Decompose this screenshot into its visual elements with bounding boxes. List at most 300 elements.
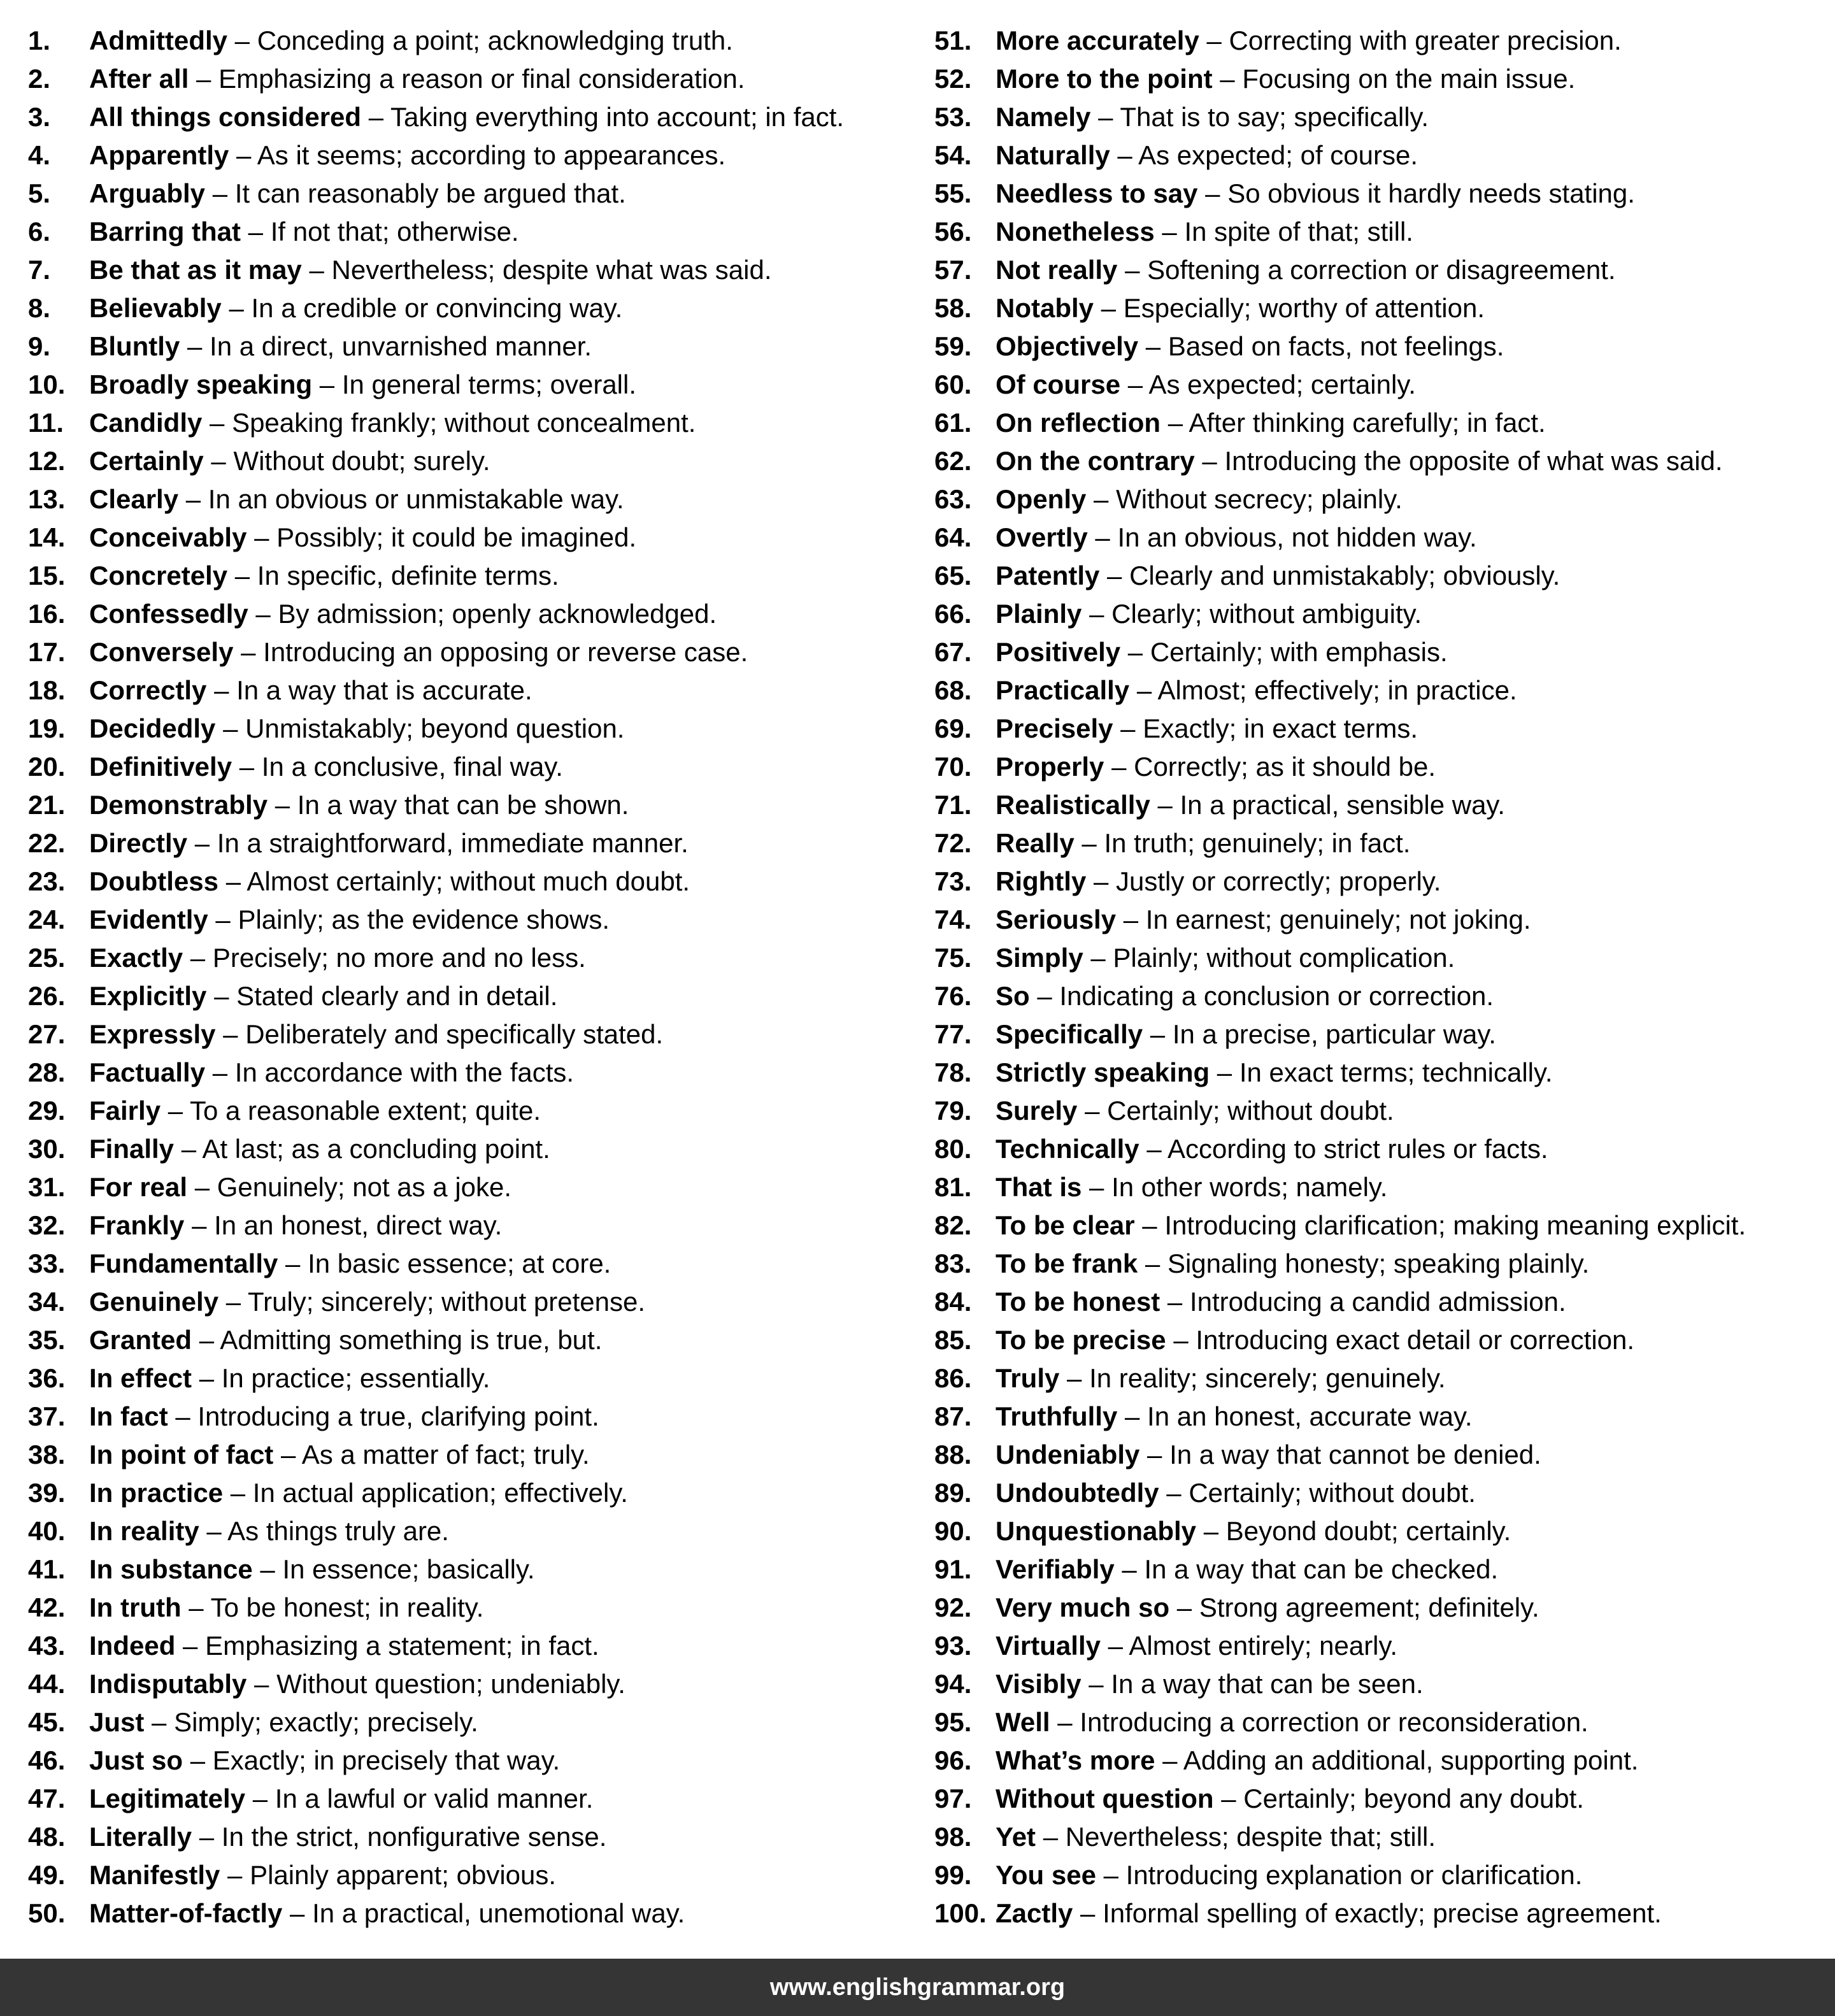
item-term: Notably (996, 293, 1094, 323)
item-separator: – (223, 1478, 253, 1508)
item-term: Simply (996, 943, 1083, 973)
item-definition: Indicating a conclusion or correction. (1059, 981, 1494, 1011)
item-term: To be precise (996, 1325, 1166, 1355)
list-item (934, 1168, 1826, 1206)
item-separator: – (192, 1363, 222, 1393)
item-term: In point of fact (89, 1440, 274, 1469)
item-number: 46. (28, 1745, 66, 1775)
item-term: Factually (89, 1057, 206, 1087)
item-definition: To a reasonable extent; quite. (190, 1096, 541, 1126)
item-definition: In accordance with the facts. (234, 1057, 575, 1087)
item-separator: – (206, 981, 237, 1011)
list-item (28, 327, 920, 366)
item-term: Fundamentally (89, 1248, 278, 1278)
list-item (934, 213, 1826, 251)
item-number: 89. (934, 1478, 972, 1508)
item-number: 49. (28, 1860, 66, 1890)
list-item (934, 1894, 1826, 1933)
list-item (934, 289, 1826, 327)
item-separator: – (220, 1860, 250, 1890)
list-item (934, 862, 1826, 901)
item-definition: Based on facts, not feelings. (1167, 331, 1504, 361)
list-item (28, 710, 920, 748)
item-number: 76. (934, 981, 972, 1011)
item-term: Technically (996, 1134, 1139, 1164)
item-separator: – (1036, 1822, 1066, 1852)
item-term: In practice (89, 1478, 224, 1508)
item-definition: In exact terms; technically. (1239, 1057, 1553, 1087)
item-number: 99. (934, 1860, 972, 1890)
item-definition: In general terms; overall. (341, 369, 637, 399)
item-term: Without question (996, 1784, 1214, 1813)
item-term: Namely (996, 102, 1091, 132)
item-separator: – (1196, 1516, 1226, 1546)
item-definition: As expected; of course. (1138, 140, 1418, 170)
item-number: 14. (28, 522, 66, 552)
item-separator: – (229, 140, 257, 170)
item-number: 70. (934, 752, 972, 782)
item-definition: Admitting something is true, but. (220, 1325, 603, 1355)
item-number: 41. (28, 1554, 66, 1584)
item-number: 56. (934, 217, 972, 247)
list-item (934, 1359, 1826, 1398)
list-item (28, 939, 920, 977)
list-item (28, 518, 920, 557)
list-item (934, 939, 1826, 977)
item-term: Directly (89, 828, 188, 858)
list-item (28, 1245, 920, 1283)
item-number: 2. (28, 64, 51, 94)
item-definition: Genuinely; not as a joke. (217, 1172, 512, 1202)
item-number: 52. (934, 64, 972, 94)
item-definition: Introducing clarification; making meaning explicit. (1164, 1210, 1746, 1240)
item-number: 13. (28, 484, 66, 514)
list-item (28, 251, 920, 289)
item-number: 39. (28, 1478, 66, 1508)
item-term: Positively (996, 637, 1121, 667)
item-number: 87. (934, 1401, 972, 1431)
item-number: 25. (28, 943, 66, 973)
item-separator: – (178, 484, 208, 514)
item-definition: After thinking carefully; in fact. (1189, 408, 1546, 438)
item-separator: – (1159, 1478, 1189, 1508)
item-number: 62. (934, 446, 972, 476)
item-separator: – (1110, 140, 1139, 170)
item-term: Yet (996, 1822, 1036, 1852)
item-separator: – (1094, 293, 1124, 323)
list-item (934, 136, 1826, 175)
item-definition: In an honest, direct way. (214, 1210, 503, 1240)
item-number: 68. (934, 675, 972, 705)
item-number: 1. (28, 25, 51, 55)
item-definition: Introducing a correction or reconsideration. (1080, 1707, 1589, 1737)
item-term: Virtually (996, 1631, 1101, 1661)
list-item (28, 595, 920, 633)
item-definition: If not that; otherwise. (270, 217, 519, 247)
item-definition: Without question; undeniably. (276, 1669, 625, 1699)
item-definition: As a matter of fact; truly. (301, 1440, 590, 1469)
item-term: Candidly (89, 408, 203, 438)
item-separator: – (241, 217, 271, 247)
item-number: 88. (934, 1440, 972, 1469)
item-number: 26. (28, 981, 66, 1011)
item-term: To be honest (996, 1287, 1160, 1317)
item-separator: – (174, 1134, 203, 1164)
item-definition: Taking everything into account; in fact. (390, 102, 845, 132)
list-item (28, 1589, 920, 1627)
item-number: 80. (934, 1134, 972, 1164)
item-separator: – (161, 1096, 190, 1126)
item-term: Nonetheless (996, 217, 1155, 247)
item-separator: – (1117, 255, 1148, 285)
item-number: 72. (934, 828, 972, 858)
item-number: 38. (28, 1440, 66, 1469)
item-term: Overtly (996, 522, 1088, 552)
item-term: Barring that (89, 217, 241, 247)
item-separator: – (175, 1631, 206, 1661)
item-separator: – (189, 64, 219, 94)
item-number: 58. (934, 293, 972, 323)
list-item (28, 786, 920, 824)
item-definition: In a credible or convincing way. (251, 293, 623, 323)
item-number: 5. (28, 178, 51, 208)
list-item (934, 1550, 1826, 1589)
item-separator: – (227, 25, 257, 55)
item-definition: Introducing explanation or clarification. (1125, 1860, 1583, 1890)
item-separator: – (1199, 25, 1229, 55)
item-definition: Certainly; beyond any doubt. (1243, 1784, 1584, 1813)
item-definition: Nevertheless; despite that; still. (1065, 1822, 1436, 1852)
item-definition: In earnest; genuinely; not joking. (1145, 904, 1531, 934)
item-separator: – (1113, 713, 1143, 743)
item-definition: Conceding a point; acknowledging truth. (257, 25, 733, 55)
item-number: 50. (28, 1898, 66, 1928)
item-separator: – (1104, 752, 1134, 782)
item-definition: Plainly; without complication. (1113, 943, 1455, 973)
item-definition: To be honest; in reality. (210, 1592, 484, 1622)
item-term: Precisely (996, 713, 1113, 743)
item-separator: – (1100, 1631, 1129, 1661)
list-item (934, 1130, 1826, 1168)
item-number: 8. (28, 293, 51, 323)
item-term: Undoubtedly (996, 1478, 1159, 1508)
item-separator: – (203, 446, 234, 476)
item-number: 44. (28, 1669, 66, 1699)
item-separator: – (1213, 1784, 1244, 1813)
item-separator: – (1077, 1096, 1108, 1126)
footer-url: www.englishgrammar.org (769, 1974, 1066, 2001)
list-item (28, 862, 920, 901)
list-item (28, 213, 920, 251)
item-number: 73. (934, 866, 972, 896)
item-definition: Introducing the opposite of what was said. (1224, 446, 1723, 476)
item-definition: Correcting with greater precision. (1229, 25, 1622, 55)
item-number: 63. (934, 484, 972, 514)
item-term: More to the point (996, 64, 1213, 94)
list-item (28, 977, 920, 1015)
list-item (28, 175, 920, 213)
item-definition: Deliberately and specifically stated. (245, 1019, 664, 1049)
item-definition: Precisely; no more and no less. (212, 943, 586, 973)
list-item (28, 1168, 920, 1206)
item-definition: That is to say; specifically. (1120, 102, 1429, 132)
item-separator: – (221, 293, 252, 323)
item-separator: – (183, 1745, 213, 1775)
list-item (934, 1627, 1826, 1665)
list-item (28, 136, 920, 175)
list-item (28, 1703, 920, 1741)
item-term: In reality (89, 1516, 199, 1546)
item-separator: – (1139, 1440, 1170, 1469)
list-item (934, 824, 1826, 862)
item-number: 17. (28, 637, 66, 667)
item-term: Rightly (996, 866, 1087, 896)
item-definition: In a way that can be shown. (297, 790, 629, 820)
list-item (934, 1703, 1826, 1741)
item-term: Just so (89, 1745, 183, 1775)
item-term: Specifically (996, 1019, 1143, 1049)
item-term: Decidedly (89, 713, 216, 743)
item-term: Objectively (996, 331, 1139, 361)
list-item (934, 480, 1826, 518)
list-item (28, 1206, 920, 1245)
item-term: Openly (996, 484, 1087, 514)
item-term: Just (89, 1707, 145, 1737)
item-term: Properly (996, 752, 1104, 782)
item-definition: In a way that is accurate. (236, 675, 532, 705)
list-item (28, 60, 920, 98)
item-term: Finally (89, 1134, 175, 1164)
list-item (934, 251, 1826, 289)
item-separator: – (1086, 484, 1117, 514)
list-item (28, 1092, 920, 1130)
item-number: 11. (28, 408, 64, 438)
item-term: Be that as it may (89, 255, 302, 285)
item-definition: In other words; namely. (1111, 1172, 1388, 1202)
item-definition: In an honest, accurate way. (1147, 1401, 1473, 1431)
list-item (28, 1741, 920, 1780)
item-separator: – (1081, 1669, 1111, 1699)
item-number: 47. (28, 1784, 66, 1813)
list-item (28, 1321, 920, 1359)
item-definition: As expected; certainly. (1148, 369, 1416, 399)
item-definition: Focusing on the main issue. (1242, 64, 1576, 94)
item-term: Frankly (89, 1210, 185, 1240)
item-definition: Softening a correction or disagreement. (1147, 255, 1616, 285)
list-item (934, 557, 1826, 595)
item-number: 83. (934, 1248, 972, 1278)
item-separator: – (199, 1516, 228, 1546)
list-item (28, 442, 920, 480)
item-definition: Certainly; without doubt. (1107, 1096, 1394, 1126)
item-number: 28. (28, 1057, 66, 1087)
item-definition: In essence; basically. (282, 1554, 535, 1584)
item-term: Surely (996, 1096, 1078, 1126)
item-separator: – (245, 1784, 275, 1813)
item-definition: In a precise, particular way. (1172, 1019, 1496, 1049)
item-separator: – (215, 713, 246, 743)
item-number: 10. (28, 369, 66, 399)
item-term: Really (996, 828, 1075, 858)
item-separator: – (1212, 64, 1243, 94)
right-column (934, 22, 1826, 1933)
item-number: 53. (934, 102, 972, 132)
item-separator: – (1194, 446, 1225, 476)
item-term: Literally (89, 1822, 192, 1852)
item-separator: – (227, 561, 257, 590)
item-separator: – (233, 637, 264, 667)
item-definition: In a direct, unvarnished manner. (210, 331, 592, 361)
item-separator: – (1139, 1134, 1168, 1164)
list-item (28, 1054, 920, 1092)
item-definition: Introducing a true, clarifying point. (197, 1401, 599, 1431)
item-term: Exactly (89, 943, 183, 973)
item-separator: – (1083, 943, 1113, 973)
item-term: Manifestly (89, 1860, 220, 1890)
item-number: 15. (28, 561, 66, 590)
item-separator: – (187, 828, 217, 858)
list-item (934, 366, 1826, 404)
item-term: Believably (89, 293, 222, 323)
item-term: Undeniably (996, 1440, 1140, 1469)
item-number: 21. (28, 790, 66, 820)
item-number: 67. (934, 637, 972, 667)
item-separator: – (252, 1554, 283, 1584)
item-definition: In a way that can be seen. (1111, 1669, 1424, 1699)
item-number: 7. (28, 255, 51, 285)
item-definition: In a straightforward, immediate manner. (217, 828, 689, 858)
item-number: 98. (934, 1822, 972, 1852)
item-definition: Emphasizing a reason or final consideration. (218, 64, 745, 94)
list-item (28, 22, 920, 60)
item-definition: Without secrecy; plainly. (1116, 484, 1403, 514)
item-definition: Correctly; as it should be. (1134, 752, 1436, 782)
list-item (934, 1054, 1826, 1092)
item-separator: – (273, 1440, 302, 1469)
item-separator: – (215, 1019, 246, 1049)
list-item (28, 289, 920, 327)
item-term: More accurately (996, 25, 1199, 55)
item-separator: – (1155, 1745, 1183, 1775)
item-number: 92. (934, 1592, 972, 1622)
item-definition: Justly or correctly; properly. (1116, 866, 1441, 896)
item-number: 32. (28, 1210, 66, 1240)
list-item (934, 1474, 1826, 1512)
item-number: 37. (28, 1401, 66, 1431)
item-definition: In specific, definite terms. (257, 561, 559, 590)
item-definition: Speaking frankly; without concealment. (232, 408, 696, 438)
item-term: Unquestionably (996, 1516, 1197, 1546)
item-term: Expressly (89, 1019, 216, 1049)
item-definition: In a way that cannot be denied. (1169, 1440, 1541, 1469)
item-term: Apparently (89, 140, 229, 170)
item-number: 43. (28, 1631, 66, 1661)
list-item (28, 1015, 920, 1054)
item-definition: Emphasizing a statement; in fact. (205, 1631, 599, 1661)
list-item (28, 1665, 920, 1703)
item-term: Conceivably (89, 522, 247, 552)
item-term: Explicitly (89, 981, 207, 1011)
item-number: 66. (934, 599, 972, 629)
item-number: 34. (28, 1287, 66, 1317)
item-separator: – (361, 102, 390, 132)
item-separator: – (192, 1325, 220, 1355)
item-separator: – (1117, 1401, 1148, 1431)
item-term: Admittedly (89, 25, 228, 55)
item-definition: Almost entirely; nearly. (1129, 1631, 1398, 1661)
item-number: 96. (934, 1745, 972, 1775)
item-separator: – (144, 1707, 175, 1737)
item-separator: – (1082, 1172, 1112, 1202)
item-separator: – (206, 675, 237, 705)
item-term: Confessedly (89, 599, 248, 629)
item-term: On reflection (996, 408, 1161, 438)
item-separator: – (246, 522, 277, 552)
item-definition: In an obvious or unmistakable way. (208, 484, 624, 514)
list-item (934, 442, 1826, 480)
item-number: 22. (28, 828, 66, 858)
item-term: To be clear (996, 1210, 1135, 1240)
item-separator: – (1150, 790, 1180, 820)
list-item (28, 1856, 920, 1894)
item-number: 64. (934, 522, 972, 552)
item-definition: Strong agreement; definitely. (1199, 1592, 1539, 1622)
list-item (934, 1665, 1826, 1703)
item-definition: In practice; essentially. (221, 1363, 490, 1393)
item-separator: – (1096, 1860, 1126, 1890)
item-number: 9. (28, 331, 51, 361)
list-item (28, 1359, 920, 1398)
list-item (28, 1780, 920, 1818)
item-term: Indeed (89, 1631, 176, 1661)
item-definition: By admission; openly acknowledged. (278, 599, 717, 629)
item-term: Truly (996, 1363, 1060, 1393)
item-term: Definitively (89, 752, 232, 782)
item-term: All things considered (89, 102, 362, 132)
item-term: Matter-of-factly (89, 1898, 283, 1928)
item-term: That is (996, 1172, 1082, 1202)
item-term: Truthfully (996, 1401, 1118, 1431)
item-term: For real (89, 1172, 188, 1202)
item-number: 61. (934, 408, 972, 438)
item-definition: Plainly apparent; obvious. (250, 1860, 557, 1890)
list-item (934, 175, 1826, 213)
list-item (934, 1436, 1826, 1474)
item-definition: Without doubt; surely. (233, 446, 490, 476)
list-item (934, 404, 1826, 442)
item-separator: – (1210, 1057, 1239, 1087)
item-separator: – (1129, 675, 1158, 705)
list-item (934, 1321, 1826, 1359)
item-definition: So obvious it hardly needs stating. (1227, 178, 1635, 208)
item-term: Clearly (89, 484, 179, 514)
item-number: 54. (934, 140, 972, 170)
item-separator: – (232, 752, 262, 782)
item-number: 71. (934, 790, 972, 820)
list-item (934, 518, 1826, 557)
item-number: 75. (934, 943, 972, 973)
list-item (934, 98, 1826, 136)
item-number: 40. (28, 1516, 66, 1546)
item-term: Genuinely (89, 1287, 219, 1317)
list-item (934, 1741, 1826, 1780)
item-separator: – (1166, 1325, 1196, 1355)
item-separator: – (218, 1287, 248, 1317)
item-separator: – (1143, 1019, 1173, 1049)
item-definition: It can reasonably be argued that. (234, 178, 626, 208)
item-number: 51. (934, 25, 972, 55)
item-number: 29. (28, 1096, 66, 1126)
